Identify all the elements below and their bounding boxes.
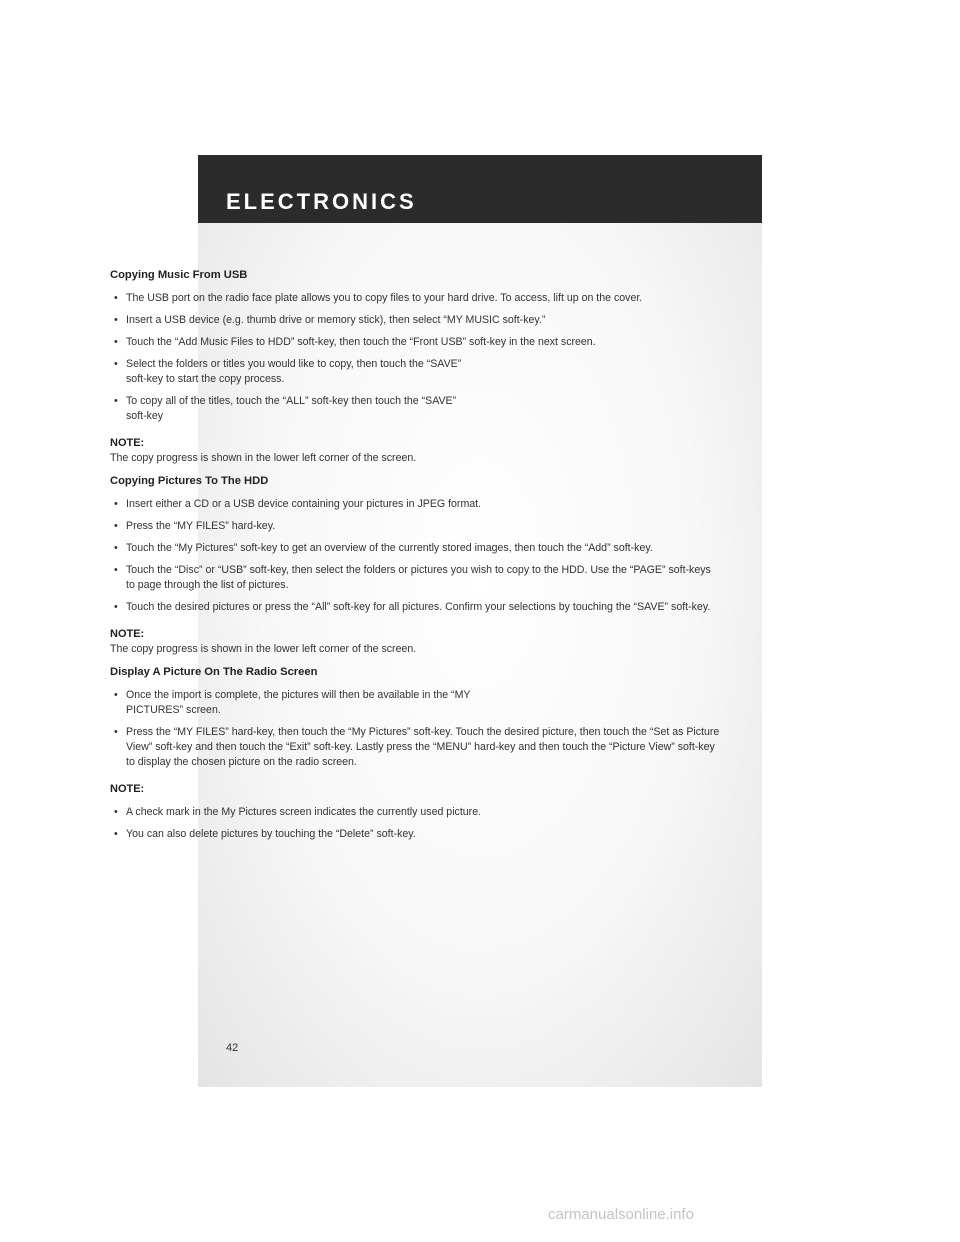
list-item: • To copy all of the titles, touch the “ALL” soft-key then touch the “SAVE” soft-key [110,394,478,424]
note-label: NOTE: [110,783,145,795]
list-item: • Insert a USB device (e.g. thumb drive or memory stick), then select “MY MUSIC soft-key.” [110,313,720,328]
list-item: • Press the “MY FILES” hard-key, then touch the “My Pictures” soft-key. Touch the desired picture, then touch the “Set as Picture View” soft-key and then touch the “Exit” soft-key. Lastly press the “MENU” hard-key and then touch the “Picture View” soft-key to display the chosen picture on the radio screen. [110,725,720,770]
section-header-title: ELECTRONICS [226,189,417,214]
section-title-copying-pictures: Copying Pictures To The HDD [110,475,269,487]
note-label: NOTE: [110,437,145,449]
watermark-text: carmanualsonline.info [548,1206,694,1223]
list-item: • Touch the “My Pictures” soft-key to get an overview of the currently stored images, then touch the “Add” soft-key. [110,541,720,556]
note-text: The copy progress is shown in the lower left corner of the screen. [110,452,417,464]
list-item: • Press the “MY FILES” hard-key. [110,519,720,534]
list-item: • You can also delete pictures by touching the “Delete” soft-key. [110,827,720,842]
list-item: • Touch the desired pictures or press the “All” soft-key for all pictures. Confirm your selections by touching the “SAVE” soft-key. [110,600,720,615]
note-label: NOTE: [110,628,145,640]
list-item: • Once the import is complete, the pictures will then be available in the “MY PICTURES” screen. [110,688,478,718]
page-number: 42 [226,1042,239,1054]
list-item: • Touch the “Add Music Files to HDD” soft-key, then touch the “Front USB” soft-key in the next screen. [110,335,720,350]
note-text: The copy progress is shown in the lower left corner of the screen. [110,643,417,655]
list-item: • Insert either a CD or a USB device containing your pictures in JPEG format. [110,497,720,512]
section-header-bar [198,155,762,223]
section-title-display-picture: Display A Picture On The Radio Screen [110,666,318,678]
list-item: • A check mark in the My Pictures screen indicates the currently used picture. [110,805,720,820]
list-item: • The USB port on the radio face plate allows you to copy files to your hard drive. To access, lift up on the cover. [110,291,720,306]
page-content [110,268,720,849]
list-item: • Select the folders or titles you would like to copy, then touch the “SAVE” soft-key to start the copy process. [110,357,478,387]
section-title-copying-music: Copying Music From USB [110,269,248,281]
list-item: • Touch the “Disc” or “USB” soft-key, then select the folders or pictures you wish to copy to the HDD. Use the “PAGE” soft-keys to page through the list of pictures. [110,563,720,593]
